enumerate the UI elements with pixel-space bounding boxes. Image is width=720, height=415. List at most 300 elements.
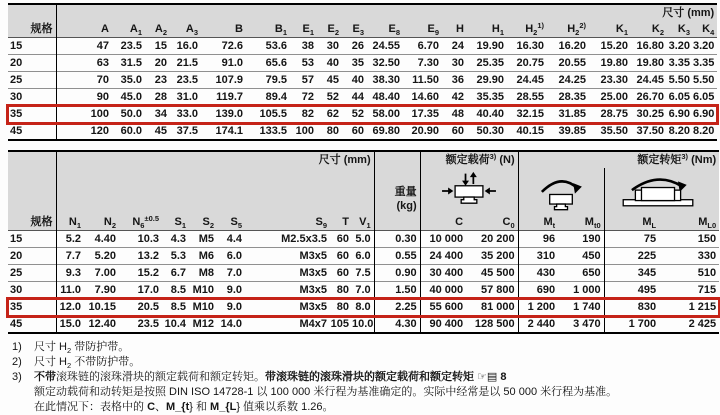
- table-cell: 16.80: [636, 40, 664, 52]
- table-cell: M3x5: [299, 284, 327, 296]
- dimensions-table: [8, 3, 717, 141]
- table-cell: 9.3: [65, 267, 81, 279]
- table-cell: 30.25: [636, 108, 664, 120]
- table-row: [8, 38, 717, 55]
- table-cell: 35: [351, 57, 364, 69]
- table-cell: 23.5: [120, 40, 142, 52]
- table-cell: 40.15: [516, 125, 544, 137]
- table-cell: 90: [96, 91, 109, 103]
- table-cell: 70: [96, 74, 109, 86]
- table-cell: 0.30: [374, 231, 420, 248]
- table-cell: 0.90: [374, 265, 420, 282]
- column-header-row: [8, 214, 719, 231]
- table-cell: 50.30: [476, 125, 504, 137]
- table-cell: 60: [336, 250, 349, 262]
- table-cell: 11.50: [412, 74, 439, 86]
- row-size-label: 45: [8, 123, 56, 141]
- column-header: H: [442, 21, 467, 38]
- table-cell: 9.0: [226, 284, 242, 296]
- row-size-label: 25: [8, 72, 56, 89]
- table-cell: 20.5: [137, 301, 159, 313]
- table-cell: 52: [351, 108, 364, 120]
- weight-column-header: [374, 151, 420, 214]
- table-cell: 37.5: [176, 125, 198, 137]
- table-cell: 60: [351, 125, 364, 137]
- table-cell: 430: [518, 265, 558, 282]
- table-cell: 75: [604, 231, 659, 248]
- row-size-label: 25: [8, 265, 56, 282]
- table-cell: 100: [295, 125, 314, 137]
- table-cell: M6: [198, 250, 214, 262]
- table-cell: 52: [326, 91, 339, 103]
- table-cell: 7.7: [65, 250, 81, 262]
- table-cell: 1 200: [518, 299, 558, 316]
- table-cell: 9.0: [226, 301, 242, 313]
- table-cell: 715: [697, 284, 717, 296]
- table-cell: 5.50: [693, 74, 715, 86]
- table-cell: 10 000: [420, 231, 466, 248]
- table-row: [8, 106, 717, 123]
- table-cell: M8: [198, 267, 214, 279]
- torque-ml-icons: [604, 168, 719, 214]
- table-cell: 28.35: [558, 91, 586, 103]
- table-cell: 495: [604, 282, 659, 299]
- table-cell: 4.40: [94, 233, 116, 245]
- table-cell: 510: [697, 267, 717, 279]
- table-cell: 60: [336, 233, 349, 245]
- table-cell: 3.20: [668, 40, 690, 52]
- table-cell: 16.30: [516, 40, 544, 52]
- column-header: $S_2$: [189, 214, 217, 231]
- table-cell: 6.90: [693, 108, 715, 120]
- table-cell: 5.2: [65, 233, 81, 245]
- table-cell: 10.3: [137, 233, 159, 245]
- table-cell: 15.20: [600, 40, 628, 52]
- table-cell: 5.50: [668, 74, 690, 86]
- row-size-label: 20: [8, 248, 56, 265]
- table-cell: 33.0: [176, 108, 198, 120]
- table-cell: 34: [154, 108, 167, 120]
- table-cell: 60: [451, 125, 464, 137]
- table-row: [8, 55, 717, 72]
- table-cell: 1 000: [573, 284, 601, 296]
- table-cell: 72: [301, 91, 314, 103]
- table-cell: 20.55: [558, 57, 586, 69]
- table-cell: 30 400: [420, 265, 466, 282]
- table-cell: 57: [301, 74, 314, 86]
- table-cell: 31.5: [120, 57, 142, 69]
- weight-unit: (kg): [396, 200, 417, 212]
- column-header: $E_2$: [317, 21, 342, 38]
- table-cell: 100: [90, 108, 109, 120]
- table-cell: 39.85: [558, 125, 586, 137]
- torque-mt-icon: [518, 168, 604, 214]
- table-cell: 345: [604, 265, 659, 282]
- row-size-label: 45: [8, 316, 56, 334]
- column-header: $E_9$: [403, 21, 442, 38]
- table-cell: 45: [326, 74, 339, 86]
- table-cell: 48: [451, 108, 464, 120]
- column-header: $H_2^{2)}$: [547, 21, 589, 38]
- table-cell: 28.75: [600, 108, 628, 120]
- table-cell: 80: [336, 284, 349, 296]
- table-cell: 44: [351, 91, 364, 103]
- column-header: $N_2$: [84, 214, 119, 231]
- table-cell: 31.85: [558, 108, 586, 120]
- table-cell: 31.0: [176, 91, 198, 103]
- column-header: $V_1$: [352, 214, 374, 231]
- table-cell: 1.50: [374, 282, 420, 299]
- table-cell: 45 500: [480, 267, 515, 279]
- table-cell: 6.70: [417, 40, 439, 52]
- group-header-row: [8, 4, 717, 21]
- column-header: $K_1$: [589, 21, 631, 38]
- table-cell: 55 600: [420, 299, 466, 316]
- table-cell: 7.0: [226, 267, 242, 279]
- table-cell: 139.0: [215, 108, 243, 120]
- row-size-label: 30: [8, 89, 56, 106]
- table-cell: 8.5: [170, 301, 186, 313]
- weight-label: 重量: [394, 186, 417, 198]
- footnote-line: 尺寸 $H_2$ 带防护带。: [34, 341, 130, 355]
- table-cell: 15: [154, 40, 167, 52]
- table-cell: 20: [154, 57, 167, 69]
- torque-group-header: 额定转矩$^{3)}$ (Nm): [518, 151, 719, 168]
- table-cell: 7.00: [94, 267, 116, 279]
- table-cell: 7.5: [355, 267, 371, 279]
- table-cell: 6.05: [668, 91, 690, 103]
- table-cell: 450: [582, 250, 601, 262]
- table-cell: 4.30: [374, 316, 420, 334]
- table-cell: M4x7: [299, 318, 327, 330]
- table-cell: 23: [154, 74, 167, 86]
- column-header: $K_2$: [631, 21, 667, 38]
- spec-column-header: 规格: [8, 4, 56, 38]
- column-header: $N_6^{\pm 0.5}$: [119, 214, 162, 231]
- row-size-label: 35: [8, 106, 56, 123]
- table-cell: 91.0: [221, 57, 243, 69]
- table-cell: 42: [451, 91, 464, 103]
- table-cell: 310: [518, 248, 558, 265]
- table-cell: 19.80: [600, 57, 628, 69]
- column-header: $K_3$: [667, 21, 693, 38]
- table-cell: 6.90: [668, 108, 690, 120]
- column-header: $M_L$: [604, 214, 659, 231]
- table-cell: 38.30: [372, 74, 400, 86]
- spacer-cell: [56, 168, 374, 214]
- table-cell: 20.75: [516, 57, 544, 69]
- table-cell: 50.0: [120, 108, 142, 120]
- table-cell: 53.6: [265, 40, 287, 52]
- column-header: $A_2$: [145, 21, 170, 38]
- table-cell: 40: [351, 74, 364, 86]
- table-cell: 24 400: [420, 248, 466, 265]
- column-header: $E_1$: [290, 21, 317, 38]
- table-cell: 14.60: [411, 91, 439, 103]
- table-cell: 7.0: [355, 284, 371, 296]
- table-cell: 28.55: [516, 91, 544, 103]
- table-cell: 35.35: [476, 91, 504, 103]
- table-cell: 190: [582, 233, 601, 245]
- row-size-label: 15: [8, 38, 56, 55]
- table-cell: M3x5: [299, 250, 327, 262]
- table-cell: 35 200: [480, 250, 515, 262]
- table-cell: 13.2: [137, 250, 159, 262]
- row-size-label: 30: [8, 282, 56, 299]
- table-cell: 15.0: [59, 318, 81, 330]
- table-cell: 4.3: [170, 233, 186, 245]
- table-cell: 8.20: [668, 125, 690, 137]
- row-size-label: 15: [8, 231, 56, 248]
- column-header: $A_3$: [170, 21, 201, 38]
- footnote-text: [34, 370, 617, 415]
- table-cell: 60: [336, 267, 349, 279]
- table-row: [8, 123, 717, 141]
- column-header: $M_{L0}$: [659, 214, 719, 231]
- table-cell: 62: [326, 108, 339, 120]
- table-cell: 53: [301, 57, 314, 69]
- table-row: [8, 299, 719, 316]
- table-cell: 69.80: [372, 125, 400, 137]
- torque-ml-side-icon: [610, 171, 706, 211]
- column-header: $S_5$: [217, 214, 245, 231]
- footnote-line: 不带滚珠链的滚珠滑块的额定载荷和额定转矩。带滚珠链的滚珠滑块的额定载荷和额定转矩 ☞▤ 8: [34, 371, 507, 383]
- footnote-line: 在此情况下：表格中的 C、M_{t} 和 M_{L} 值乘以系数 1.26。: [34, 401, 334, 413]
- table-cell: M3x5: [299, 301, 327, 313]
- table-cell: 89.4: [265, 91, 287, 103]
- column-header: C: [420, 214, 466, 231]
- table-cell: 37.50: [636, 125, 664, 137]
- table-cell: 28: [154, 91, 167, 103]
- footnote-text: [34, 340, 129, 355]
- table-cell: 830: [604, 299, 659, 316]
- column-header: $M_t$: [518, 214, 558, 231]
- footnote: [12, 340, 720, 355]
- table-cell: 11.0: [60, 284, 81, 296]
- table-cell: 133.5: [259, 125, 287, 137]
- footnote-line: 尺寸 $H_2$ 不带防护带。: [34, 356, 141, 370]
- table-cell: 80: [326, 125, 339, 137]
- table-cell: M12: [192, 318, 214, 330]
- table-cell: 15.2: [137, 267, 159, 279]
- column-header: $E_8$: [367, 21, 403, 38]
- table-cell: 26.70: [636, 91, 664, 103]
- table-cell: 174.1: [215, 125, 243, 137]
- column-header: $M_{t0}$: [558, 214, 604, 231]
- table-cell: 38: [301, 40, 314, 52]
- table-cell: 330: [697, 250, 717, 262]
- table-cell: 82: [301, 108, 314, 120]
- table-cell: 16.20: [558, 40, 586, 52]
- table-cell: 19.80: [636, 57, 664, 69]
- table-cell: 20.90: [411, 125, 439, 137]
- column-header: T: [330, 214, 352, 231]
- table-cell: M3x5: [299, 267, 327, 279]
- table-cell: M5: [198, 233, 214, 245]
- table-cell: 24: [451, 40, 464, 52]
- row-size-label: 20: [8, 55, 56, 72]
- table-cell: 2 440: [518, 316, 558, 334]
- table-cell: 90 400: [420, 316, 466, 334]
- table-cell: 63: [96, 57, 109, 69]
- table-cell: 36: [451, 74, 464, 86]
- column-header: A: [56, 21, 112, 38]
- table-cell: 3 470: [573, 318, 601, 330]
- table-cell: 107.9: [215, 74, 243, 86]
- footnote: [12, 370, 720, 415]
- table-cell: 17.35: [411, 108, 439, 120]
- table-cell: 128 500: [474, 318, 515, 330]
- column-header: [374, 214, 420, 231]
- table-row: [8, 248, 719, 265]
- table-cell: 21.5: [176, 57, 198, 69]
- table-cell: 7.30: [417, 57, 439, 69]
- table-cell: 23.30: [600, 74, 628, 86]
- table-cell: 60.0: [120, 125, 142, 137]
- table-cell: 24.25: [558, 74, 586, 86]
- table-cell: M10: [192, 301, 214, 313]
- table-cell: 5.0: [355, 233, 371, 245]
- column-header: $K_4$: [693, 21, 717, 38]
- table-cell: 10.4: [164, 318, 186, 330]
- table-cell: M10: [192, 284, 214, 296]
- table-cell: 5.3: [170, 250, 186, 262]
- column-header: $E_3$: [342, 21, 367, 38]
- table-row: [8, 72, 717, 89]
- table-cell: 105: [330, 318, 349, 330]
- column-header: $C_0$: [466, 214, 518, 231]
- table-cell: 65.6: [265, 57, 287, 69]
- footnote: [12, 355, 720, 370]
- column-header: $H_1$: [467, 21, 507, 38]
- column-header: $S_1$: [162, 214, 189, 231]
- load-arrows-icon: [420, 168, 518, 214]
- table-cell: 8.5: [170, 284, 186, 296]
- table-row: [8, 89, 717, 106]
- table-cell: 79.5: [265, 74, 287, 86]
- table-cell: 35.0: [120, 74, 142, 86]
- row-size-label: 35: [8, 299, 56, 316]
- table-cell: 0.55: [374, 248, 420, 265]
- footnote-marker: 1): [12, 341, 22, 353]
- table-cell: 5.20: [94, 250, 116, 262]
- column-header: B: [201, 21, 246, 38]
- table-cell: 45.0: [120, 91, 142, 103]
- table-cell: 6.0: [226, 250, 242, 262]
- table-cell: 81 000: [480, 301, 515, 313]
- table-cell: 32.15: [516, 108, 544, 120]
- table-cell: 24.45: [636, 74, 664, 86]
- table-row: [8, 265, 719, 282]
- table-cell: 690: [518, 282, 558, 299]
- table-cell: 20 200: [480, 233, 515, 245]
- load-ratings-table: [8, 150, 719, 334]
- table-cell: 8.20: [693, 125, 715, 137]
- column-header: $B_1$: [246, 21, 290, 38]
- table-cell: 40 000: [420, 282, 466, 299]
- dimensions-group-header: 尺寸 (mm): [56, 4, 717, 21]
- table-cell: 47: [96, 40, 109, 52]
- load-ratings-table-body: [8, 231, 719, 334]
- table-cell: 10.15: [88, 301, 116, 313]
- table-cell: 29.90: [476, 74, 504, 86]
- table-cell: 40.40: [476, 108, 504, 120]
- table-cell: 1 740: [573, 301, 601, 313]
- column-header: $H_2^{1)}$: [507, 21, 547, 38]
- table-cell: 32.50: [372, 57, 400, 69]
- table-cell: 57 800: [480, 284, 515, 296]
- table-cell: 40: [326, 57, 339, 69]
- table-cell: 23.5: [176, 74, 198, 86]
- load-group-header: 额定载荷$^{3)}$ (N): [420, 151, 518, 168]
- table-cell: 10.0: [352, 318, 374, 330]
- table-cell: 1 700: [604, 316, 659, 334]
- table-cell: 120: [90, 125, 109, 137]
- column-header: $S_9$: [245, 214, 330, 231]
- table-cell: 14.0: [220, 318, 242, 330]
- table-cell: 7.90: [94, 284, 116, 296]
- table-cell: 19.90: [476, 40, 504, 52]
- table-cell: 17.0: [137, 284, 159, 296]
- footnotes: [8, 334, 720, 415]
- table-cell: 650: [582, 267, 601, 279]
- table-cell: 6.05: [693, 91, 715, 103]
- table-cell: 45: [154, 125, 167, 137]
- table-cell: 3.35: [668, 57, 690, 69]
- table-cell: 30: [451, 57, 464, 69]
- dimensions-table-body: [8, 38, 717, 141]
- table-cell: 48.40: [372, 91, 400, 103]
- table-cell: 3.20: [693, 40, 715, 52]
- table-cell: 105.5: [259, 108, 287, 120]
- footnote-marker: 2): [12, 356, 22, 368]
- footnote-text: [34, 355, 140, 370]
- table-cell: 6.0: [355, 250, 371, 262]
- table-cell: 24.55: [372, 40, 400, 52]
- column-header: $A_1$: [112, 21, 145, 38]
- table-cell: 35.50: [600, 125, 628, 137]
- footnote-marker: 3): [12, 371, 22, 383]
- footnote-line: 额定动载荷和动转矩是按照 DIN ISO 14728-1 以 100 000 米行程为基准确定的。实际中经常是以 50 000 米行程为基准。: [34, 386, 618, 398]
- dimensions-group-header: 尺寸 (mm): [56, 151, 374, 168]
- table-cell: 119.7: [216, 91, 243, 103]
- table-cell: 72.6: [221, 40, 243, 52]
- torque-ml0-top-icon: [715, 170, 719, 212]
- table-cell: 6.7: [170, 267, 186, 279]
- table-cell: 12.0: [59, 301, 81, 313]
- table-row: [8, 316, 719, 334]
- table-row: [8, 282, 719, 299]
- group-header-row: [8, 151, 719, 168]
- table-cell: 225: [604, 248, 659, 265]
- table-cell: 12.40: [88, 318, 116, 330]
- table-cell: 80: [336, 301, 349, 313]
- table-cell: 25.00: [600, 91, 628, 103]
- table-cell: 8.0: [355, 301, 371, 313]
- table-cell: 4.4: [226, 233, 242, 245]
- table-cell: 30: [326, 40, 339, 52]
- table-cell: 150: [697, 233, 717, 245]
- table-cell: 23.5: [137, 318, 159, 330]
- table-cell: 2 425: [688, 318, 717, 330]
- spec-column-header: 规格: [8, 151, 56, 231]
- table-cell: 25.35: [476, 57, 504, 69]
- table-cell: 1 215: [688, 301, 717, 313]
- icon-row: [8, 168, 719, 214]
- table-cell: 96: [518, 231, 558, 248]
- column-header-row: [8, 21, 717, 38]
- table-cell: 26: [351, 40, 364, 52]
